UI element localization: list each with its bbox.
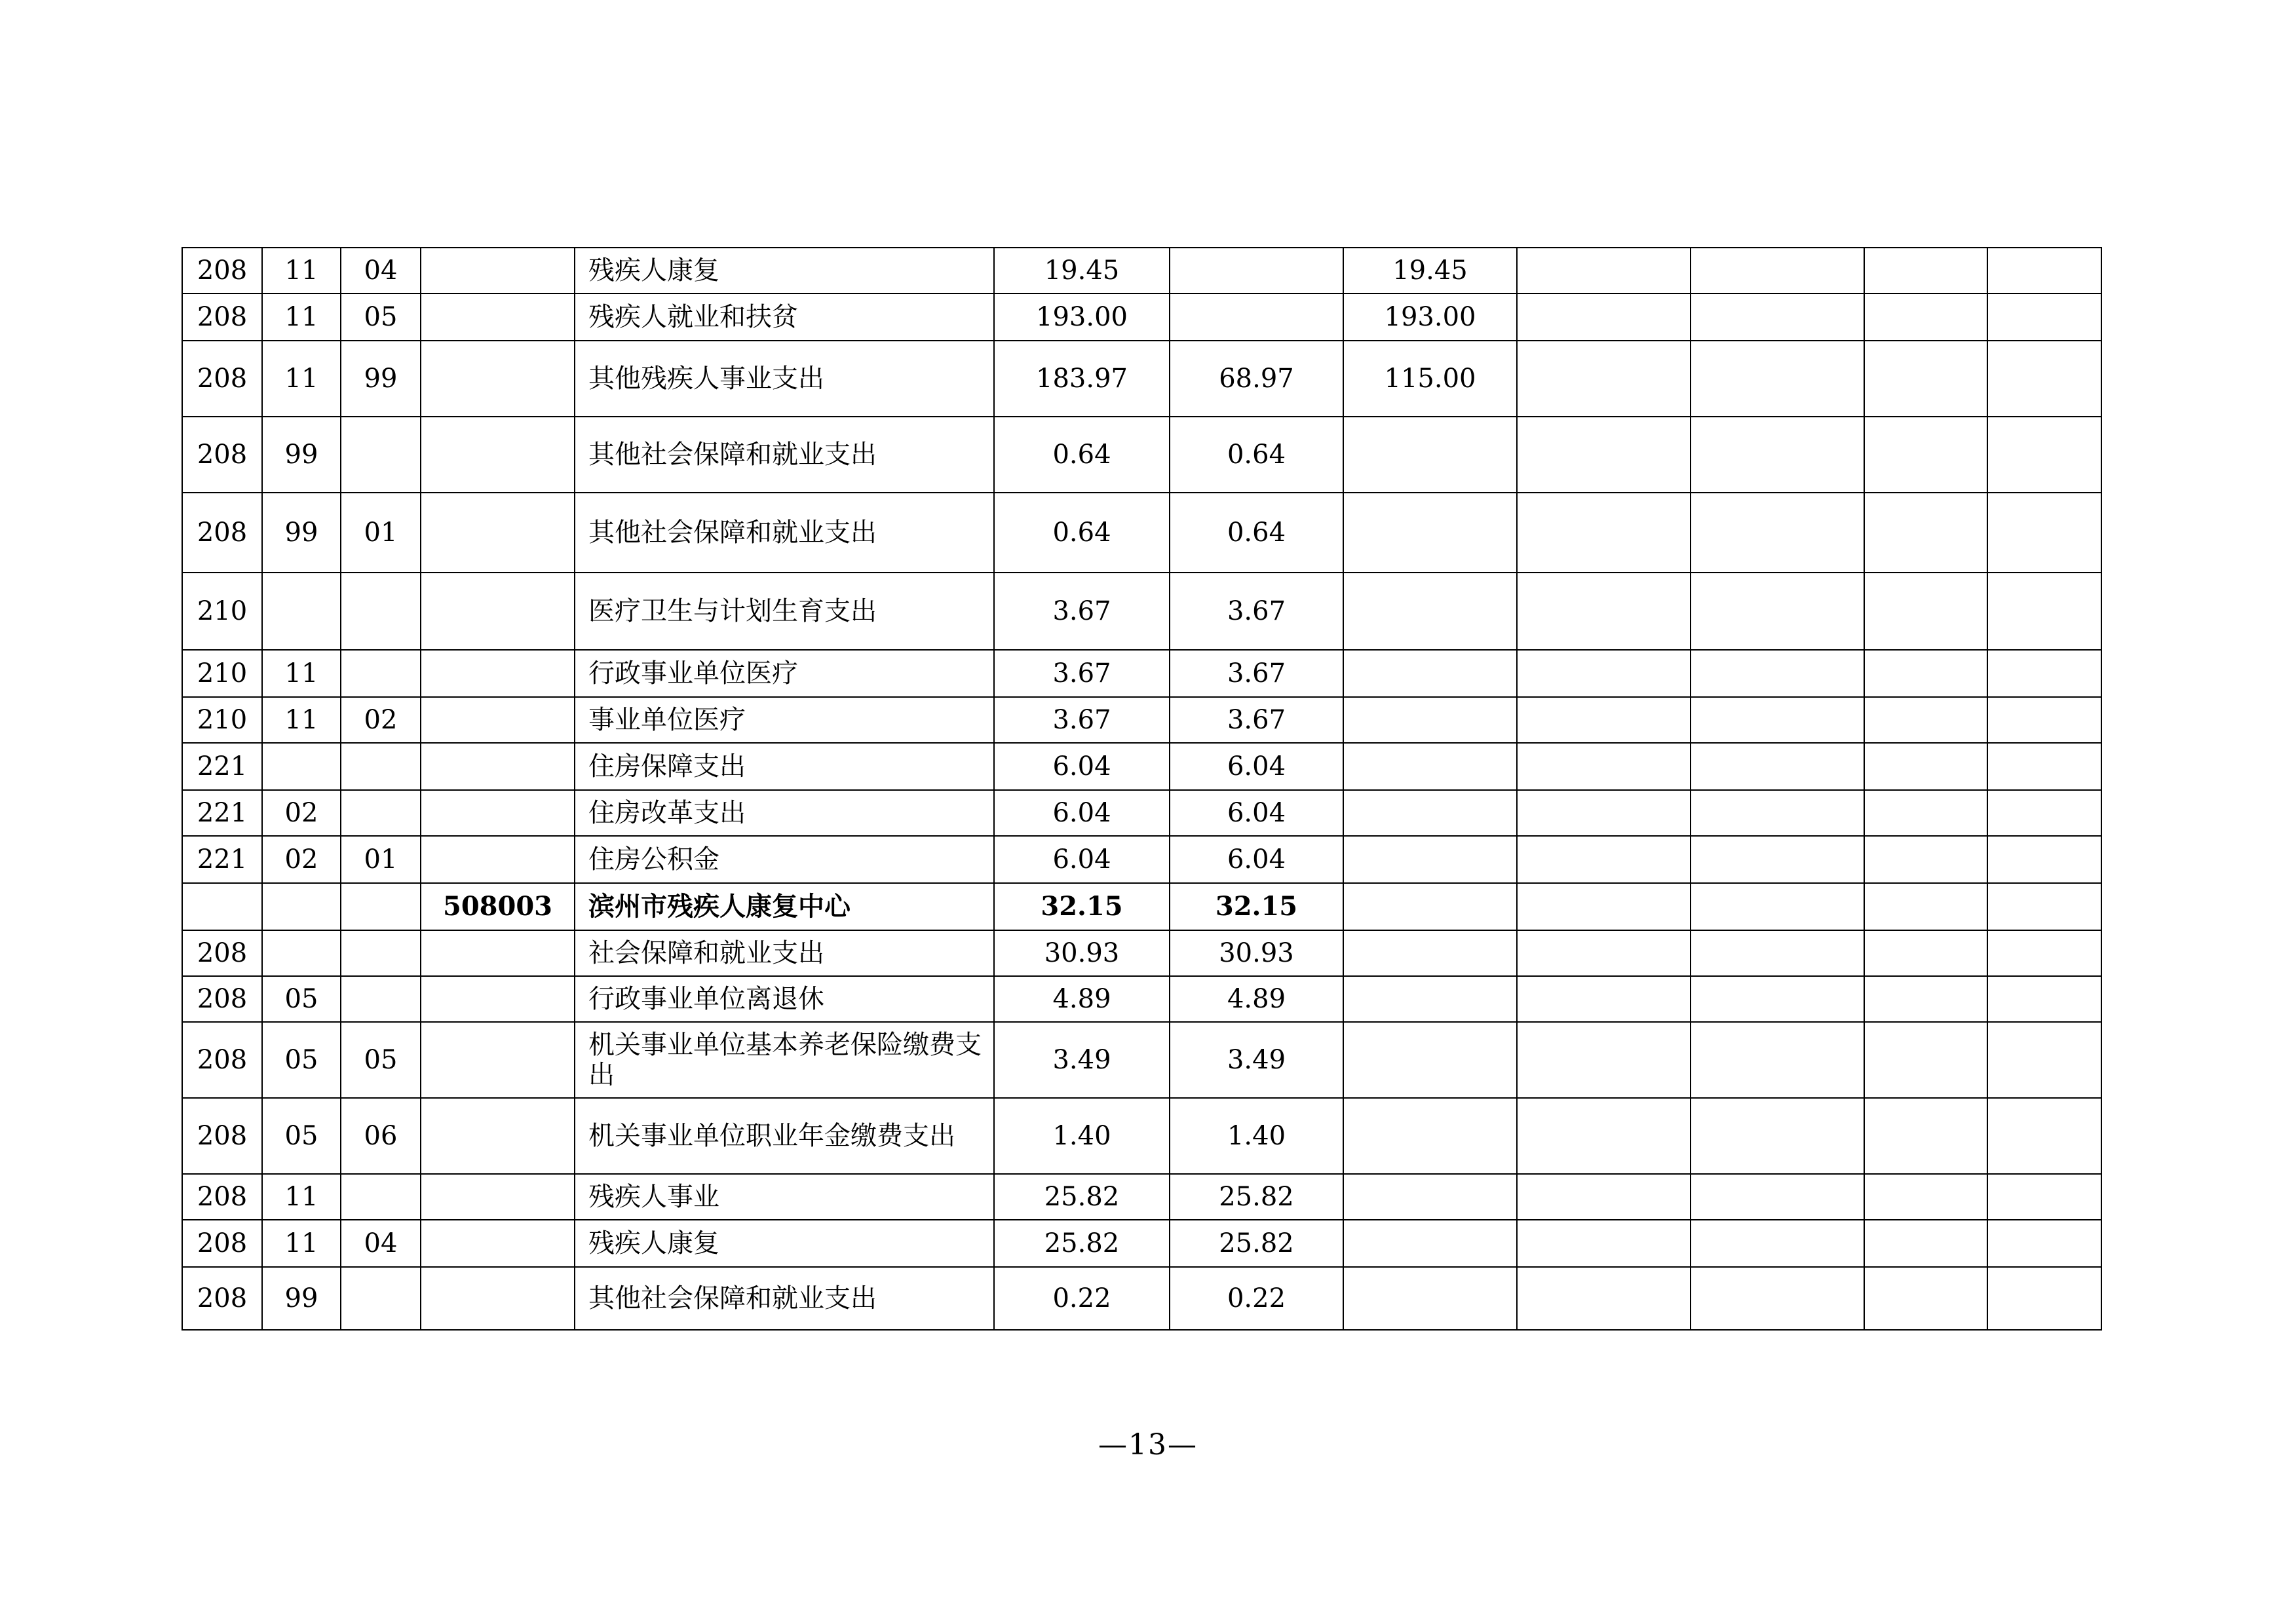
item-code-cell: 11	[262, 293, 341, 341]
col-12-cell	[1987, 1098, 2101, 1174]
col-11-cell	[1864, 341, 1987, 417]
section-code-cell	[341, 883, 421, 930]
table-row	[182, 1220, 2101, 1267]
table-row	[182, 417, 2101, 493]
item-name-cell: 医疗卫生与计划生育支出	[575, 573, 994, 650]
basic-cell: 0.64	[1170, 493, 1343, 573]
col-9-cell	[1517, 248, 1691, 293]
col-10-cell	[1691, 248, 1864, 293]
basic-cell	[1170, 248, 1343, 293]
col-10-cell	[1691, 493, 1864, 573]
basic-cell: 68.97	[1170, 341, 1343, 417]
basic-cell: 1.40	[1170, 1098, 1343, 1174]
total-cell: 25.82	[994, 1174, 1170, 1220]
total-cell: 193.00	[994, 293, 1170, 341]
col-11-cell	[1864, 883, 1987, 930]
col-12-cell	[1987, 341, 2101, 417]
section-code-cell	[341, 790, 421, 836]
basic-cell: 32.15	[1170, 883, 1343, 930]
col-11-cell	[1864, 1267, 1987, 1330]
project-cell	[1343, 836, 1517, 883]
unit-code-cell	[421, 650, 575, 697]
table-row	[182, 1174, 2101, 1220]
col-10-cell	[1691, 341, 1864, 417]
table-row	[182, 697, 2101, 743]
col-11-cell	[1864, 930, 1987, 976]
table-row	[182, 743, 2101, 790]
col-9-cell	[1517, 697, 1691, 743]
class-code-cell: 221	[182, 743, 262, 790]
table-row	[182, 883, 2101, 930]
total-cell: 32.15	[994, 883, 1170, 930]
project-cell	[1343, 1022, 1517, 1098]
class-code-cell: 221	[182, 790, 262, 836]
class-code-cell: 208	[182, 1220, 262, 1267]
section-code-cell	[341, 976, 421, 1022]
col-12-cell	[1987, 650, 2101, 697]
table-row	[182, 341, 2101, 417]
section-code-cell	[341, 743, 421, 790]
col-9-cell	[1517, 883, 1691, 930]
total-cell: 0.64	[994, 493, 1170, 573]
table-row	[182, 650, 2101, 697]
project-cell	[1343, 417, 1517, 493]
basic-cell: 6.04	[1170, 743, 1343, 790]
item-name-cell: 滨州市残疾人康复中心	[575, 883, 994, 930]
unit-code-cell	[421, 743, 575, 790]
unit-code-cell	[421, 493, 575, 573]
basic-cell: 6.04	[1170, 790, 1343, 836]
item-code-cell: 02	[262, 836, 341, 883]
col-11-cell	[1864, 976, 1987, 1022]
unit-code-cell	[421, 836, 575, 883]
col-11-cell	[1864, 743, 1987, 790]
item-code-cell: 11	[262, 1174, 341, 1220]
item-name-cell: 行政事业单位离退休	[575, 976, 994, 1022]
col-10-cell	[1691, 1267, 1864, 1330]
item-name-cell: 残疾人事业	[575, 1174, 994, 1220]
item-code-cell: 05	[262, 976, 341, 1022]
col-11-cell	[1864, 293, 1987, 341]
col-12-cell	[1987, 976, 2101, 1022]
project-cell: 19.45	[1343, 248, 1517, 293]
col-10-cell	[1691, 1174, 1864, 1220]
project-cell: 193.00	[1343, 293, 1517, 341]
project-cell	[1343, 573, 1517, 650]
project-cell	[1343, 650, 1517, 697]
col-10-cell	[1691, 293, 1864, 341]
project-cell	[1343, 697, 1517, 743]
project-cell	[1343, 976, 1517, 1022]
total-cell: 19.45	[994, 248, 1170, 293]
col-12-cell	[1987, 1174, 2101, 1220]
item-name-cell: 其他社会保障和就业支出	[575, 417, 994, 493]
total-cell: 183.97	[994, 341, 1170, 417]
section-code-cell	[341, 573, 421, 650]
col-12-cell	[1987, 1220, 2101, 1267]
item-code-cell: 02	[262, 790, 341, 836]
table-row	[182, 790, 2101, 836]
unit-code-cell	[421, 1267, 575, 1330]
project-cell	[1343, 790, 1517, 836]
col-9-cell	[1517, 341, 1691, 417]
page-number: —13—	[1098, 1428, 1198, 1462]
basic-cell: 3.49	[1170, 1022, 1343, 1098]
col-10-cell	[1691, 573, 1864, 650]
total-cell: 3.49	[994, 1022, 1170, 1098]
col-11-cell	[1864, 573, 1987, 650]
section-code-cell: 05	[341, 1022, 421, 1098]
class-code-cell: 208	[182, 1098, 262, 1174]
col-12-cell	[1987, 1267, 2101, 1330]
unit-code-cell	[421, 930, 575, 976]
total-cell: 0.64	[994, 417, 1170, 493]
col-9-cell	[1517, 930, 1691, 976]
unit-code-cell	[421, 1174, 575, 1220]
total-cell: 4.89	[994, 976, 1170, 1022]
table-row	[182, 836, 2101, 883]
budget-table	[182, 247, 2102, 1331]
col-12-cell	[1987, 790, 2101, 836]
section-code-cell: 05	[341, 293, 421, 341]
unit-code-cell	[421, 976, 575, 1022]
total-cell: 6.04	[994, 790, 1170, 836]
section-code-cell: 99	[341, 341, 421, 417]
col-11-cell	[1864, 1098, 1987, 1174]
basic-cell: 30.93	[1170, 930, 1343, 976]
basic-cell: 25.82	[1170, 1220, 1343, 1267]
section-code-cell	[341, 930, 421, 976]
item-code-cell: 05	[262, 1022, 341, 1098]
item-name-cell: 残疾人就业和扶贫	[575, 293, 994, 341]
col-12-cell	[1987, 573, 2101, 650]
col-10-cell	[1691, 1098, 1864, 1174]
total-cell: 6.04	[994, 836, 1170, 883]
col-9-cell	[1517, 1174, 1691, 1220]
item-name-cell: 其他社会保障和就业支出	[575, 493, 994, 573]
item-code-cell: 99	[262, 493, 341, 573]
project-cell	[1343, 493, 1517, 573]
col-10-cell	[1691, 697, 1864, 743]
col-11-cell	[1864, 836, 1987, 883]
table-body	[182, 248, 2101, 1330]
col-10-cell	[1691, 1220, 1864, 1267]
table-row	[182, 1267, 2101, 1330]
col-9-cell	[1517, 493, 1691, 573]
project-cell	[1343, 1098, 1517, 1174]
total-cell: 6.04	[994, 743, 1170, 790]
col-11-cell	[1864, 790, 1987, 836]
class-code-cell: 210	[182, 650, 262, 697]
item-name-cell: 残疾人康复	[575, 248, 994, 293]
class-code-cell: 208	[182, 248, 262, 293]
item-code-cell: 11	[262, 248, 341, 293]
unit-code-cell	[421, 573, 575, 650]
col-10-cell	[1691, 650, 1864, 697]
unit-code-cell	[421, 1220, 575, 1267]
total-cell: 3.67	[994, 573, 1170, 650]
project-cell	[1343, 1174, 1517, 1220]
unit-code-cell	[421, 248, 575, 293]
col-10-cell	[1691, 790, 1864, 836]
project-cell	[1343, 883, 1517, 930]
project-cell	[1343, 1220, 1517, 1267]
col-9-cell	[1517, 1267, 1691, 1330]
col-9-cell	[1517, 836, 1691, 883]
col-9-cell	[1517, 976, 1691, 1022]
col-11-cell	[1864, 493, 1987, 573]
total-cell: 25.82	[994, 1220, 1170, 1267]
class-code-cell: 208	[182, 976, 262, 1022]
item-code-cell: 05	[262, 1098, 341, 1174]
col-11-cell	[1864, 1174, 1987, 1220]
item-code-cell: 99	[262, 1267, 341, 1330]
section-code-cell: 01	[341, 493, 421, 573]
item-name-cell: 残疾人康复	[575, 1220, 994, 1267]
col-9-cell	[1517, 293, 1691, 341]
basic-cell: 3.67	[1170, 650, 1343, 697]
col-12-cell	[1987, 743, 2101, 790]
basic-cell: 3.67	[1170, 573, 1343, 650]
section-code-cell	[341, 1267, 421, 1330]
item-name-cell: 其他社会保障和就业支出	[575, 1267, 994, 1330]
table-row	[182, 493, 2101, 573]
table-row	[182, 976, 2101, 1022]
class-code-cell: 208	[182, 1022, 262, 1098]
section-code-cell: 04	[341, 1220, 421, 1267]
col-9-cell	[1517, 1220, 1691, 1267]
class-code-cell: 210	[182, 697, 262, 743]
class-code-cell: 221	[182, 836, 262, 883]
class-code-cell: 210	[182, 573, 262, 650]
item-code-cell	[262, 883, 341, 930]
item-code-cell	[262, 573, 341, 650]
item-code-cell: 11	[262, 341, 341, 417]
basic-cell: 4.89	[1170, 976, 1343, 1022]
item-code-cell	[262, 743, 341, 790]
col-9-cell	[1517, 417, 1691, 493]
col-10-cell	[1691, 930, 1864, 976]
col-11-cell	[1864, 697, 1987, 743]
col-12-cell	[1987, 697, 2101, 743]
col-11-cell	[1864, 417, 1987, 493]
item-code-cell: 11	[262, 650, 341, 697]
section-code-cell: 04	[341, 248, 421, 293]
item-code-cell: 11	[262, 1220, 341, 1267]
table-row	[182, 573, 2101, 650]
total-cell: 0.22	[994, 1267, 1170, 1330]
project-cell	[1343, 930, 1517, 976]
item-name-cell: 住房公积金	[575, 836, 994, 883]
col-12-cell	[1987, 417, 2101, 493]
unit-code-cell	[421, 697, 575, 743]
basic-cell: 0.64	[1170, 417, 1343, 493]
basic-cell: 0.22	[1170, 1267, 1343, 1330]
col-10-cell	[1691, 1022, 1864, 1098]
col-12-cell	[1987, 883, 2101, 930]
item-code-cell: 11	[262, 697, 341, 743]
total-cell: 30.93	[994, 930, 1170, 976]
col-11-cell	[1864, 650, 1987, 697]
basic-cell: 6.04	[1170, 836, 1343, 883]
unit-code-cell	[421, 1022, 575, 1098]
total-cell: 3.67	[994, 697, 1170, 743]
class-code-cell	[182, 883, 262, 930]
table-row	[182, 930, 2101, 976]
col-12-cell	[1987, 836, 2101, 883]
col-10-cell	[1691, 836, 1864, 883]
col-11-cell	[1864, 1022, 1987, 1098]
class-code-cell: 208	[182, 1267, 262, 1330]
item-name-cell: 社会保障和就业支出	[575, 930, 994, 976]
total-cell: 3.67	[994, 650, 1170, 697]
col-9-cell	[1517, 1022, 1691, 1098]
class-code-cell: 208	[182, 1174, 262, 1220]
item-name-cell: 事业单位医疗	[575, 697, 994, 743]
project-cell	[1343, 1267, 1517, 1330]
col-11-cell	[1864, 248, 1987, 293]
unit-code-cell	[421, 417, 575, 493]
section-code-cell: 01	[341, 836, 421, 883]
item-name-cell: 其他残疾人事业支出	[575, 341, 994, 417]
col-12-cell	[1987, 930, 2101, 976]
basic-cell: 3.67	[1170, 697, 1343, 743]
unit-code-cell: 508003	[421, 883, 575, 930]
item-name-cell: 机关事业单位职业年金缴费支出	[575, 1098, 994, 1174]
item-name-cell: 住房改革支出	[575, 790, 994, 836]
col-10-cell	[1691, 417, 1864, 493]
col-12-cell	[1987, 248, 2101, 293]
col-12-cell	[1987, 1022, 2101, 1098]
class-code-cell: 208	[182, 341, 262, 417]
unit-code-cell	[421, 341, 575, 417]
item-name-cell: 住房保障支出	[575, 743, 994, 790]
col-12-cell	[1987, 493, 2101, 573]
col-11-cell	[1864, 1220, 1987, 1267]
col-10-cell	[1691, 883, 1864, 930]
col-12-cell	[1987, 293, 2101, 341]
col-10-cell	[1691, 743, 1864, 790]
table-row	[182, 293, 2101, 341]
col-10-cell	[1691, 976, 1864, 1022]
unit-code-cell	[421, 293, 575, 341]
basic-cell: 25.82	[1170, 1174, 1343, 1220]
section-code-cell	[341, 417, 421, 493]
class-code-cell: 208	[182, 417, 262, 493]
col-9-cell	[1517, 790, 1691, 836]
item-name-cell: 机关事业单位基本养老保险缴费支出	[575, 1022, 994, 1098]
table-row	[182, 248, 2101, 293]
unit-code-cell	[421, 790, 575, 836]
class-code-cell: 208	[182, 493, 262, 573]
section-code-cell: 02	[341, 697, 421, 743]
project-cell: 115.00	[1343, 341, 1517, 417]
basic-cell	[1170, 293, 1343, 341]
class-code-cell: 208	[182, 293, 262, 341]
table-row	[182, 1022, 2101, 1098]
item-name-cell: 行政事业单位医疗	[575, 650, 994, 697]
section-code-cell: 06	[341, 1098, 421, 1174]
section-code-cell	[341, 1174, 421, 1220]
col-9-cell	[1517, 1098, 1691, 1174]
col-9-cell	[1517, 743, 1691, 790]
item-code-cell	[262, 930, 341, 976]
section-code-cell	[341, 650, 421, 697]
class-code-cell: 208	[182, 930, 262, 976]
col-9-cell	[1517, 650, 1691, 697]
unit-code-cell	[421, 1098, 575, 1174]
total-cell: 1.40	[994, 1098, 1170, 1174]
table-row	[182, 1098, 2101, 1174]
item-code-cell: 99	[262, 417, 341, 493]
col-9-cell	[1517, 573, 1691, 650]
project-cell	[1343, 743, 1517, 790]
